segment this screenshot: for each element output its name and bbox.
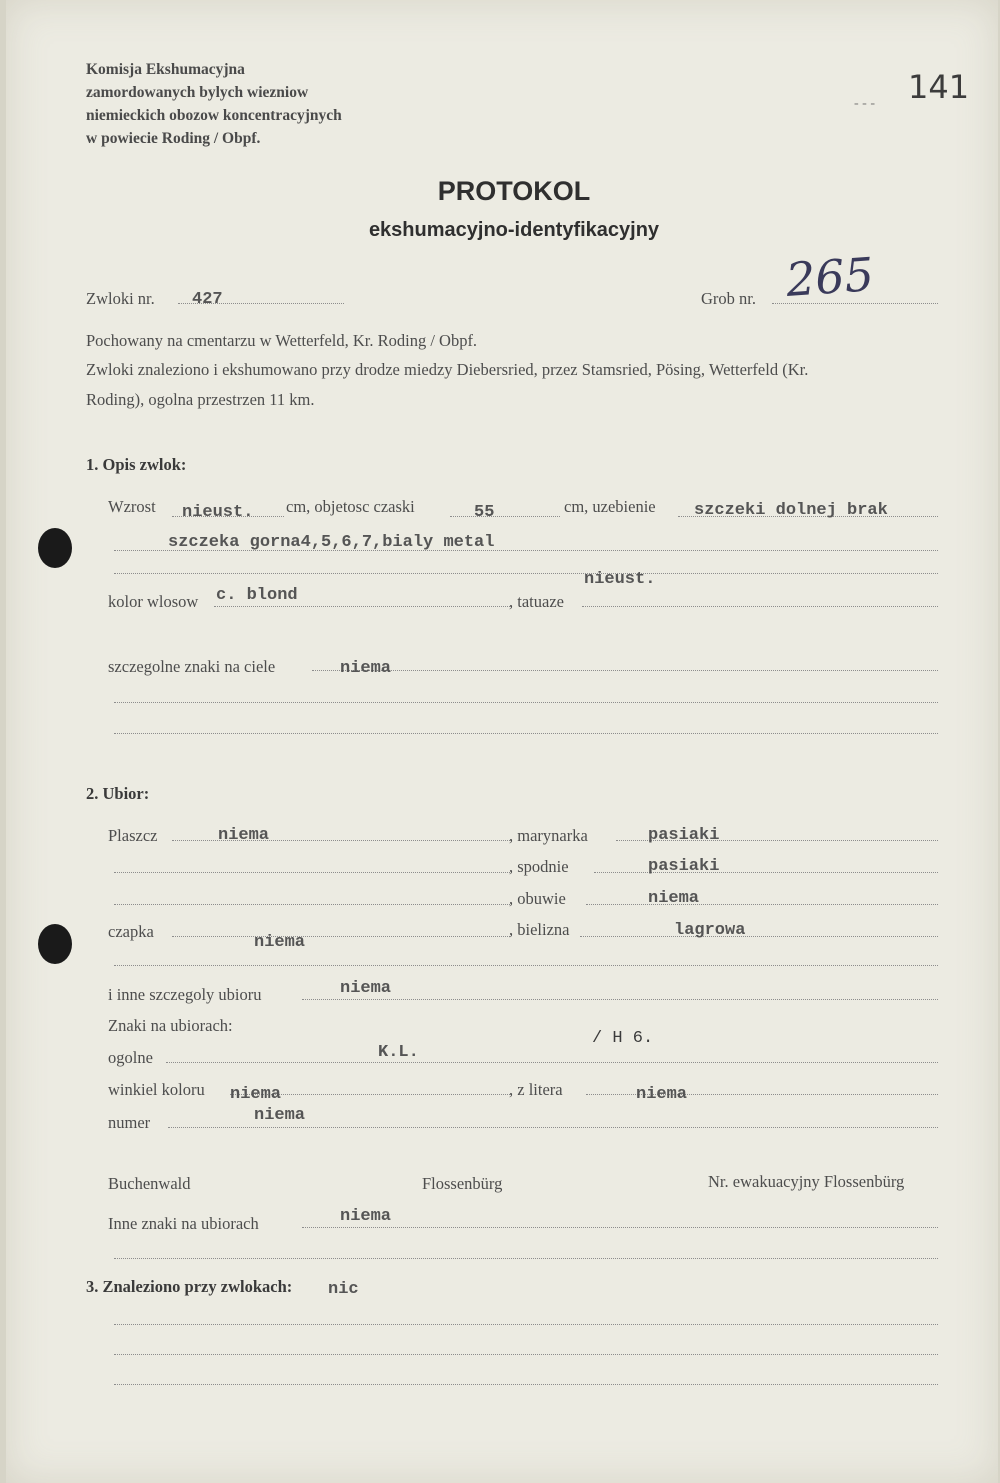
coat-label: Plaszcz	[108, 826, 158, 845]
other-clothing-label: i inne szczegoly ubioru	[108, 985, 262, 1004]
header-line-3: niemieckich obozow koncentracyjnych	[86, 107, 342, 124]
trousers-value: pasiaki	[648, 857, 720, 876]
punch-hole-top	[38, 528, 72, 568]
number-label: numer	[108, 1113, 151, 1132]
jacket-label: , marynarka	[509, 826, 588, 845]
general-marks-value-1: K.L.	[378, 1043, 419, 1062]
hair-color-value: c. blond	[216, 586, 298, 605]
document-subtitle: ekshumacyjno-identyfikacyjny	[368, 219, 660, 241]
underwear-value: lagrowa	[674, 921, 746, 940]
document-title: PROTOKOL	[437, 176, 591, 206]
header-line-1: Komisja Ekshumacyjna	[86, 61, 245, 78]
dash-marks: - - -	[854, 96, 875, 111]
general-marks-value-2: / H 6.	[592, 1029, 654, 1048]
commission-header	[86, 58, 342, 150]
tattoo-value: nieust.	[584, 570, 656, 589]
triangle-color-label: winkiel koloru	[108, 1080, 205, 1099]
teeth-label: cm, uzebienie	[564, 497, 656, 516]
skull-value: 55	[474, 503, 495, 522]
section-3-title: 3. Znaleziono przy zwlokach:	[86, 1277, 293, 1296]
burial-line: Pochowany na cmentarzu w Wetterfeld, Kr. Roding / Obpf.	[86, 331, 478, 350]
underwear-label: , bielizna	[509, 920, 570, 939]
height-label: Wzrost	[108, 497, 156, 516]
header-line-2: zamordowanych bylych wiezniow	[86, 84, 309, 101]
cap-label: czapka	[108, 922, 154, 941]
shoes-value: niema	[648, 889, 700, 908]
height-value: nieust.	[182, 503, 254, 522]
other-marks-label: Inne znaki na ubiorach	[108, 1214, 259, 1233]
triangle-color-value: niema	[230, 1085, 282, 1104]
found-line-1: Zwloki znaleziono i ekshumowano przy drodze miedzy Diebersried, przez Stamsried, Pösing, Wetterfeld (Kr.	[86, 360, 809, 379]
hair-color-label: kolor wlosow	[108, 592, 199, 611]
found-line-2: Roding), ogolna przestrzen 11 km.	[86, 390, 315, 409]
protocol-document	[6, 0, 998, 1483]
letter-label: , z litera	[509, 1080, 563, 1099]
skull-label: cm, objetosc czaski	[286, 497, 415, 516]
number-value: niema	[254, 1106, 306, 1125]
trousers-label: , spodnie	[509, 857, 569, 876]
shoes-label: , obuwie	[509, 889, 566, 908]
evacuation-number-label: Nr. ewakuacyjny Flossenbürg	[708, 1172, 905, 1191]
special-marks-value: niema	[340, 659, 392, 678]
flossenburg-label: Flossenbürg	[422, 1174, 503, 1193]
general-marks-label: ogolne	[108, 1048, 153, 1067]
letter-value: niema	[636, 1085, 688, 1104]
buchenwald-label: Buchenwald	[108, 1174, 191, 1193]
header-line-4: w powiecie Roding / Obpf.	[86, 130, 261, 147]
found-items-value: nic	[328, 1280, 359, 1299]
other-marks-value: niema	[340, 1207, 392, 1226]
corpse-number-label: Zwloki nr.	[86, 289, 155, 308]
jacket-value: pasiaki	[648, 826, 720, 845]
cap-value: niema	[254, 933, 306, 952]
page-number: 141	[908, 68, 970, 106]
other-clothing-value: niema	[340, 979, 392, 998]
teeth-value-1: szczeki dolnej brak	[694, 501, 888, 520]
coat-value: niema	[218, 826, 270, 845]
teeth-value-2: szczeka gorna4,5,6,7,bialy metal	[168, 533, 495, 552]
special-marks-label: szczegolne znaki na ciele	[108, 657, 276, 676]
grave-number-value: 265	[784, 247, 876, 307]
tattoo-label: , tatuaze	[509, 592, 564, 611]
section-1-title: 1. Opis zwlok:	[86, 455, 187, 474]
clothing-marks-label: Znaki na ubiorach:	[108, 1016, 233, 1035]
grave-number-label: Grob nr.	[701, 289, 756, 308]
punch-hole-bottom	[38, 924, 72, 964]
section-2-title: 2. Ubior:	[86, 784, 150, 803]
corpse-number-value: 427	[192, 290, 223, 309]
